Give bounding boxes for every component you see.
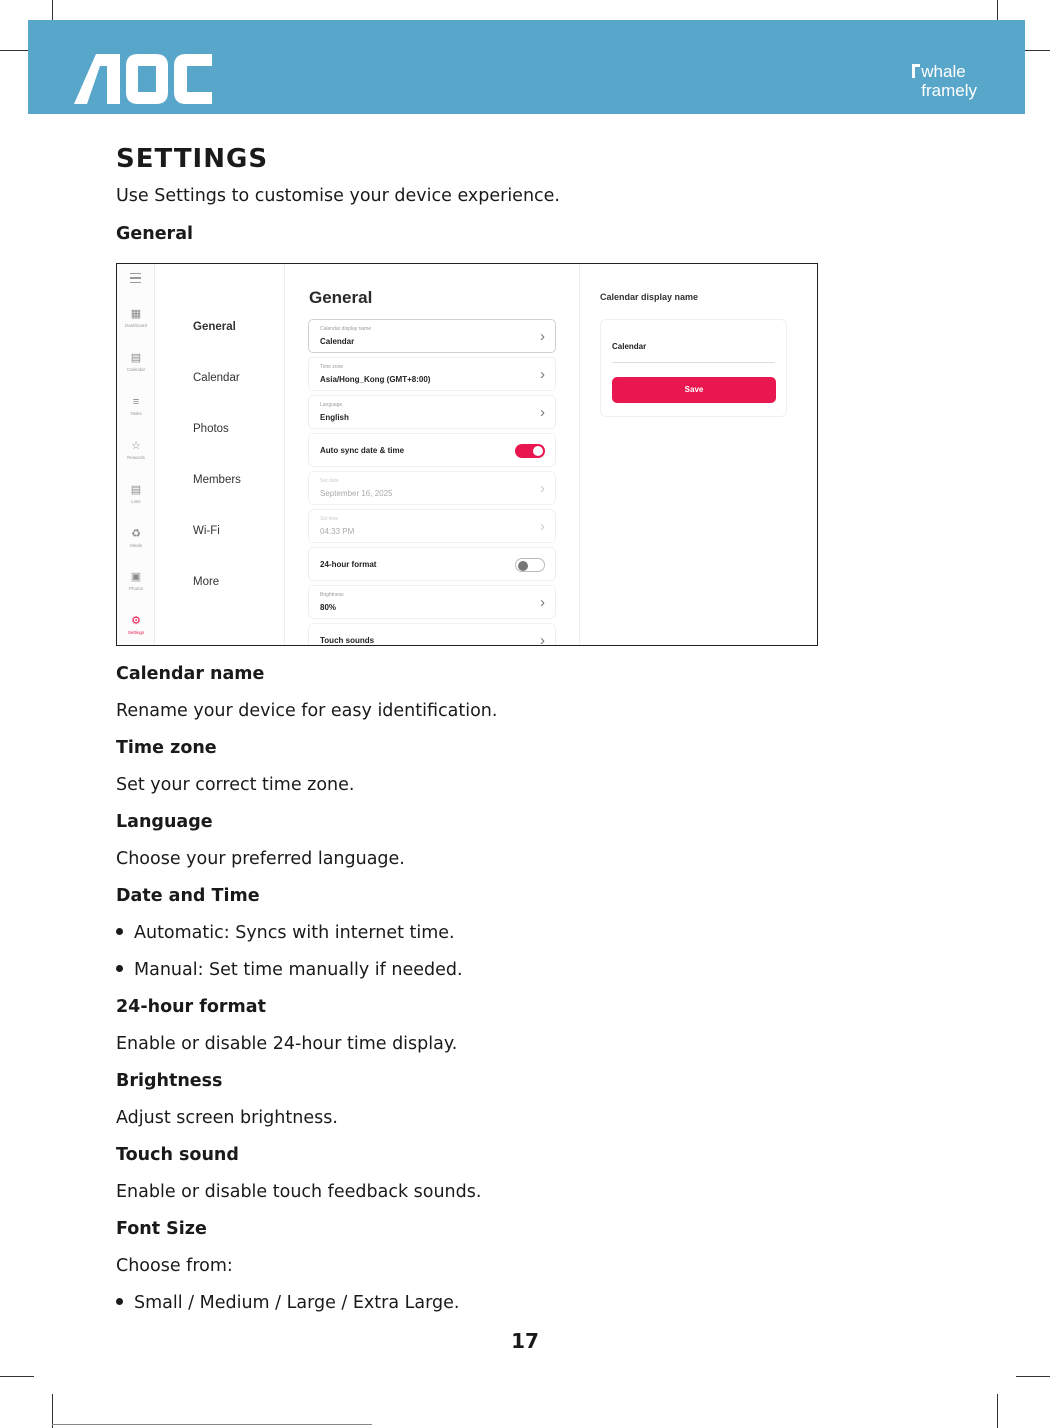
aoc-logo [74, 54, 214, 104]
settings-icon: ⚙ [131, 615, 141, 627]
chevron-right-icon: › [540, 594, 545, 611]
settings-submenu [155, 264, 285, 645]
dashboard-icon: ▦ [130, 308, 142, 320]
submenu-wifi[interactable]: Wi-Fi [193, 525, 220, 537]
rail-item-dashboard[interactable]: ▦ Dashboard [117, 308, 155, 328]
general-panel-title: General [309, 288, 373, 307]
heading-date-time: Date and Time [116, 886, 260, 906]
chevron-right-icon: › [540, 404, 545, 421]
list-item: Small / Medium / Large / Extra Large. [116, 1293, 459, 1313]
time-zone-row[interactable]: Time zone Asia/Hong_Kong (GMT+8:00) › [308, 357, 556, 391]
rail-item-settings[interactable]: ⚙ Settings [117, 615, 155, 635]
24-hour-toggle[interactable] [515, 558, 545, 572]
intro-text: Use Settings to customise your device experience. [116, 186, 560, 206]
submenu-photos[interactable]: Photos [193, 423, 229, 435]
calendar-name-card [600, 319, 787, 417]
heading-24-hour: 24-hour format [116, 997, 266, 1017]
list-item: Manual: Set time manually if needed. [116, 960, 463, 980]
calendar-name-row[interactable]: Calendar display name Calendar › [308, 319, 556, 353]
text-touch-sound: Enable or disable touch feedback sounds. [116, 1182, 482, 1202]
set-date-row: Set date September 16, 2025 › [308, 471, 556, 505]
submenu-more[interactable]: More [193, 576, 220, 588]
chevron-right-icon: › [540, 366, 545, 383]
text-font-size: Choose from: [116, 1256, 233, 1276]
section-heading-general: General [116, 224, 193, 244]
chevron-right-icon: › [540, 518, 545, 535]
calendar-icon: ▤ [130, 352, 142, 364]
touch-sounds-row[interactable]: Touch sounds › [308, 623, 556, 646]
24-hour-format-row: 24-hour format [308, 547, 556, 581]
calendar-name-input[interactable]: Calendar [612, 342, 647, 351]
heading-brightness: Brightness [116, 1071, 223, 1091]
set-time-row: Set time 04:33 PM › [308, 509, 556, 543]
brightness-row[interactable]: Brightness 80% › [308, 585, 556, 619]
heading-font-size: Font Size [116, 1219, 207, 1239]
heading-language: Language [116, 812, 213, 832]
rail-item-rewards[interactable]: ☆ Rewards [117, 440, 155, 460]
crop-mark [1016, 1376, 1050, 1377]
heading-time-zone: Time zone [116, 738, 217, 758]
crop-mark [0, 1376, 34, 1377]
crop-mark [997, 1394, 998, 1428]
lists-icon: ▤ [130, 484, 142, 496]
auto-sync-row: Auto sync date & time [308, 433, 556, 467]
page-number: 17 [511, 1329, 539, 1353]
crop-mark [52, 1394, 53, 1428]
chevron-right-icon: › [540, 632, 545, 646]
auto-sync-toggle[interactable] [515, 444, 545, 458]
text-brightness: Adjust screen brightness. [116, 1108, 338, 1128]
save-button[interactable]: Save [612, 377, 776, 403]
tasks-icon: ≡ [132, 396, 140, 408]
meals-icon: ♻ [131, 528, 141, 540]
text-calendar-name: Rename your device for easy identification. [116, 701, 498, 721]
heading-calendar-name: Calendar name [116, 664, 265, 684]
nav-rail [117, 264, 155, 645]
settings-screenshot [116, 263, 818, 646]
chevron-right-icon: › [540, 328, 545, 345]
rewards-icon: ☆ [131, 440, 141, 452]
rail-item-meals[interactable]: ♻ Meals [117, 528, 155, 548]
menu-icon[interactable] [130, 273, 141, 286]
rail-item-photos[interactable]: ▣ Photos [117, 571, 155, 591]
list-item: Automatic: Syncs with internet time. [116, 923, 455, 943]
text-time-zone: Set your correct time zone. [116, 775, 355, 795]
rail-item-tasks[interactable]: ≡ Tasks [117, 396, 155, 416]
submenu-general[interactable]: General [193, 321, 236, 333]
partner-logo: whale framely [912, 62, 977, 100]
detail-title: Calendar display name [600, 292, 699, 302]
chevron-right-icon: › [540, 480, 545, 497]
submenu-members[interactable]: Members [193, 474, 241, 486]
text-24-hour: Enable or disable 24-hour time display. [116, 1034, 458, 1054]
language-row[interactable]: Language English › [308, 395, 556, 429]
page-title: SETTINGS [116, 144, 269, 174]
submenu-calendar[interactable]: Calendar [193, 372, 240, 384]
header-banner [28, 20, 1025, 114]
photos-icon: ▣ [130, 571, 142, 583]
crop-mark [52, 1424, 372, 1425]
rail-item-lists[interactable]: ▤ Lists [117, 484, 155, 504]
rail-item-calendar[interactable]: ▤ Calendar [117, 352, 155, 372]
heading-touch-sound: Touch sound [116, 1145, 239, 1165]
bracket-icon [912, 64, 920, 78]
text-language: Choose your preferred language. [116, 849, 405, 869]
